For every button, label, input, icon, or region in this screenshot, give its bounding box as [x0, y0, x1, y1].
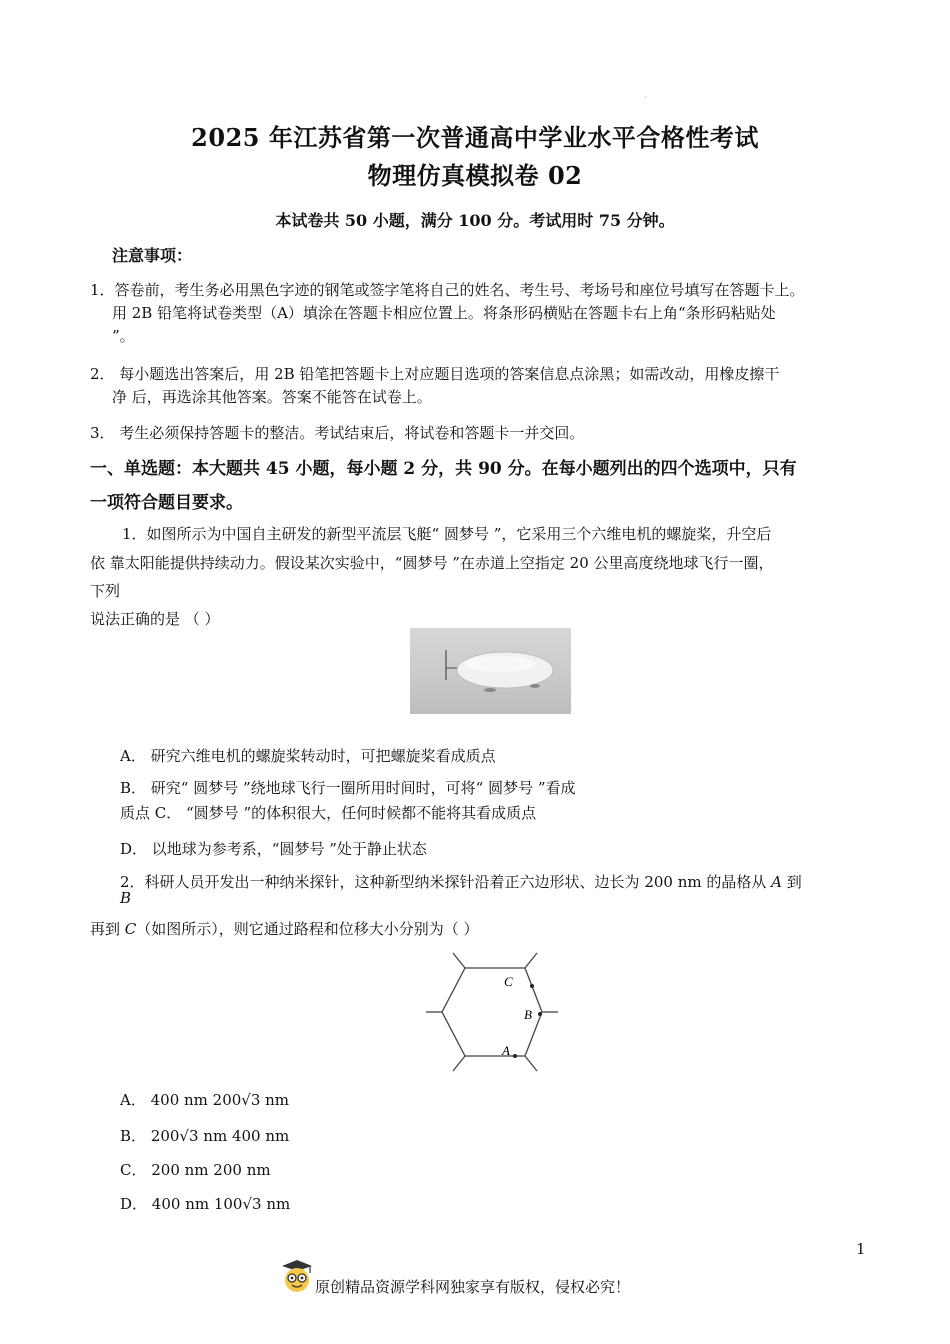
section-heading-line-2: 一项符合题目要求。 [90, 493, 243, 513]
q2-option-a: A． 400 nm 200√3 nm [120, 1091, 290, 1109]
note-1-line-3: ”。 [112, 327, 135, 345]
airship-image [410, 628, 571, 714]
q2-line-2-pre: 再到 [90, 920, 121, 938]
title-line-2: 物理仿真模拟卷 02 [367, 161, 583, 190]
q2-line-1 [120, 870, 802, 894]
q2-point-a: A [771, 873, 782, 891]
hexagon-figure [420, 948, 560, 1078]
q2-option-c: C． 200 nm 200 nm [120, 1161, 271, 1179]
q2-point-b: B [120, 889, 132, 907]
q2-line-1-text: 2．科研人员开发出一种纳米探针，这种新型纳米探针沿着正六边形状、边长为 200 nm 的晶格从 [120, 873, 767, 891]
q1-option-d: D． 以地球为参考系，“圆梦号 ”处于静止状态 [120, 840, 427, 858]
mascot-icon [280, 1258, 314, 1294]
hexagon-label-b: B [524, 1007, 532, 1022]
q2-option-d: D． 400 nm 100√3 nm [120, 1195, 291, 1213]
note-1-line-2: 用 2B 铅笔将试卷类型（A）填涂在答题卡相应位置上。将条形码横贴在答题卡右上角“条形码粘贴处 [112, 304, 776, 322]
q1-option-b: B． 研究“ 圆梦号 ”绕地球飞行一圈所用时间时，可将“ 圆梦号 ”看成 [120, 779, 576, 797]
q1-line-3: 下列 [90, 582, 121, 600]
page-number: 1 [856, 1240, 866, 1258]
hexagon-label-a: A [502, 1043, 510, 1058]
title-line-1: 2025 年江苏省第一次普通高中学业水平合格性考试 [191, 123, 759, 152]
header-mark: ' [645, 96, 647, 103]
q1-line-4: 说法正确的是 （ ） [90, 610, 220, 628]
q2-option-b: B． 200√3 nm 400 nm [120, 1127, 290, 1145]
q1-option-c: 质点 C． “圆梦号 ”的体积很大，任何时候都不能将其看成质点 [120, 804, 537, 822]
hexagon-label-c: C [504, 974, 513, 989]
q1-option-a: A． 研究六维电机的螺旋桨转动时，可把螺旋桨看成质点 [120, 747, 496, 765]
note-2-line-2: 净 后，再选涂其他答案。答案不能答在试卷上。 [112, 388, 432, 406]
q1-line-2: 依 靠太阳能提供持续动力。假设某次实验中，“圆梦号 ”在赤道上空指定 20 公里高度绕地球飞行一圈， [90, 554, 774, 572]
note-1-line-1: 1．答卷前，考生务必用黑色字迹的钢笔或签字笔将自己的姓名、考生号、考场号和座位号填写在答题卡上。 [90, 281, 805, 299]
q2-line-2 [90, 917, 479, 941]
section-heading-line-1: 一、单选题：本大题共 45 小题，每小题 2 分，共 90 分。在每小题列出的四个选项中，只有 [90, 459, 797, 479]
exam-info: 本试卷共 50 小题，满分 100 分。考试用时 75 分钟。 [275, 211, 675, 230]
footer-copyright: 原创精品资源学科网独家享有版权，侵权必究！ [315, 1278, 631, 1296]
note-3: 3． 考生必须保持答题卡的整洁。考试结束后，将试卷和答题卡一并交回。 [90, 424, 585, 442]
q1-line-1: 1．如图所示为中国自主研发的新型平流层飞艇“ 圆梦号 ”，它采用三个六维电机的螺旋桨，升空后 [122, 525, 772, 543]
q2-to-word: 到 [786, 873, 802, 891]
note-2-line-1: 2． 每小题选出答案后，用 2B 铅笔把答题卡上对应题目选项的答案信息点涂黑；如需改动，用橡皮擦干 [90, 365, 780, 383]
q2-point-c: C [124, 920, 137, 938]
notes-heading: 注意事项： [112, 246, 193, 265]
q2-line-2-post: （如图所示），则它通过路程和位移大小分别为（ ） [136, 920, 479, 938]
